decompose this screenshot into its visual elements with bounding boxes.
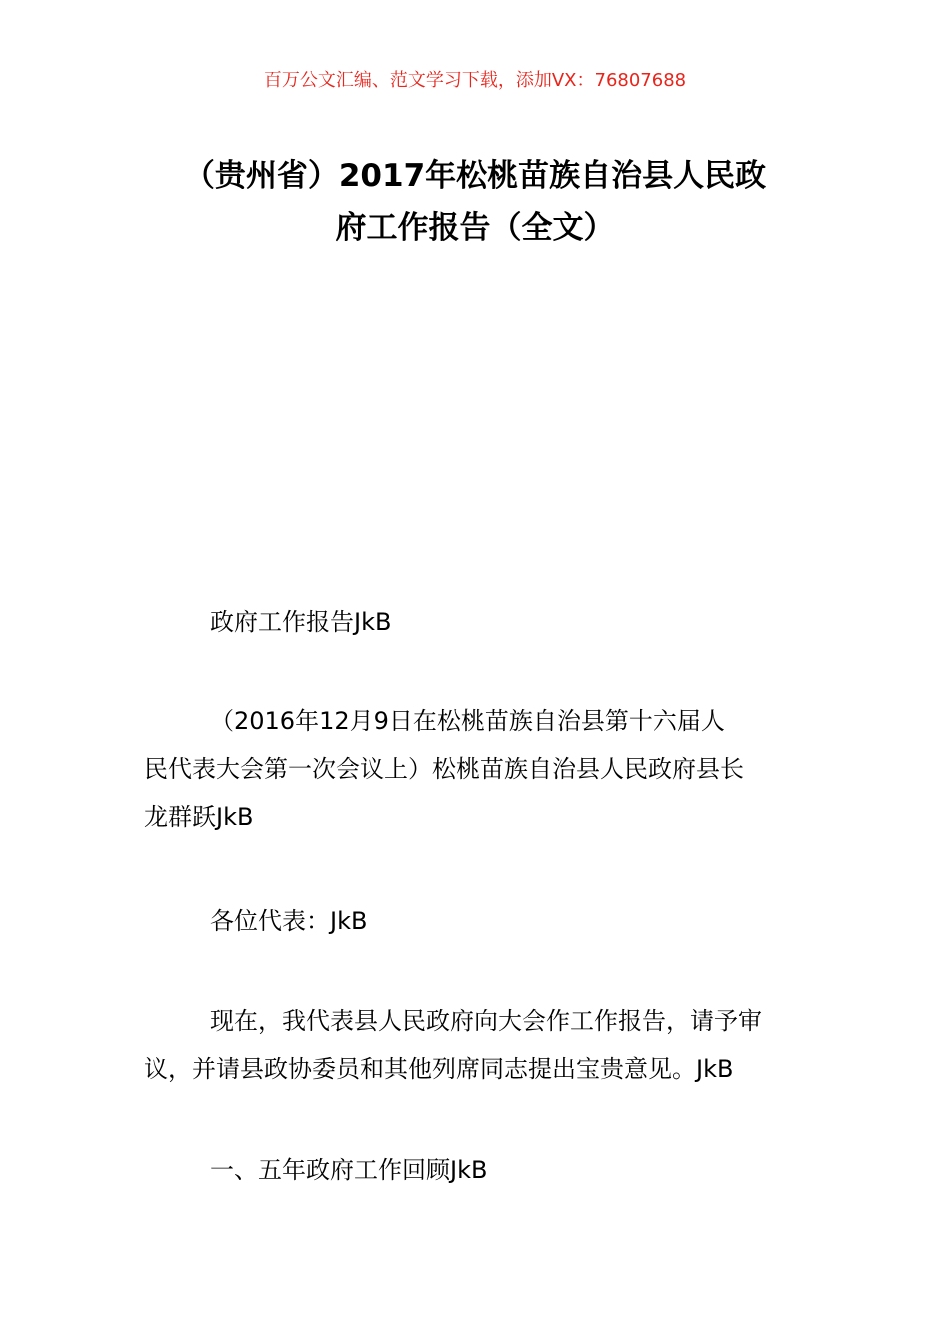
- document-title: [130, 150, 820, 254]
- paragraph-greeting: 各位代表：JkB: [210, 907, 368, 935]
- paragraph-heading: 政府工作报告JkB: [210, 608, 392, 636]
- meeting-info-line-3: 龙群跃JkB: [144, 803, 254, 831]
- paragraph-intro: 现在，我代表县人民政府向大会作工作报告，请予审议，并请县政协委员和其他列席同志提出宝贵意见。JkB: [144, 1007, 762, 1083]
- promo-banner: 百万公文汇编、范文学习下载，添加VX：76807688: [263, 70, 687, 91]
- title-line-2: 府工作报告（全文）: [335, 210, 615, 246]
- meeting-info-line-1: （2016年12月9日在松桃苗族自治县第十六届人: [210, 707, 725, 735]
- meeting-info-line-2: 民代表大会第一次会议上）松桃苗族自治县人民政府县长: [144, 755, 744, 783]
- paragraph-meeting-info: [144, 697, 808, 841]
- section-heading-1: 一、五年政府工作回顾JkB: [210, 1156, 488, 1184]
- title-line-1: （贵州省）2017年松桃苗族自治县人民政: [183, 158, 767, 194]
